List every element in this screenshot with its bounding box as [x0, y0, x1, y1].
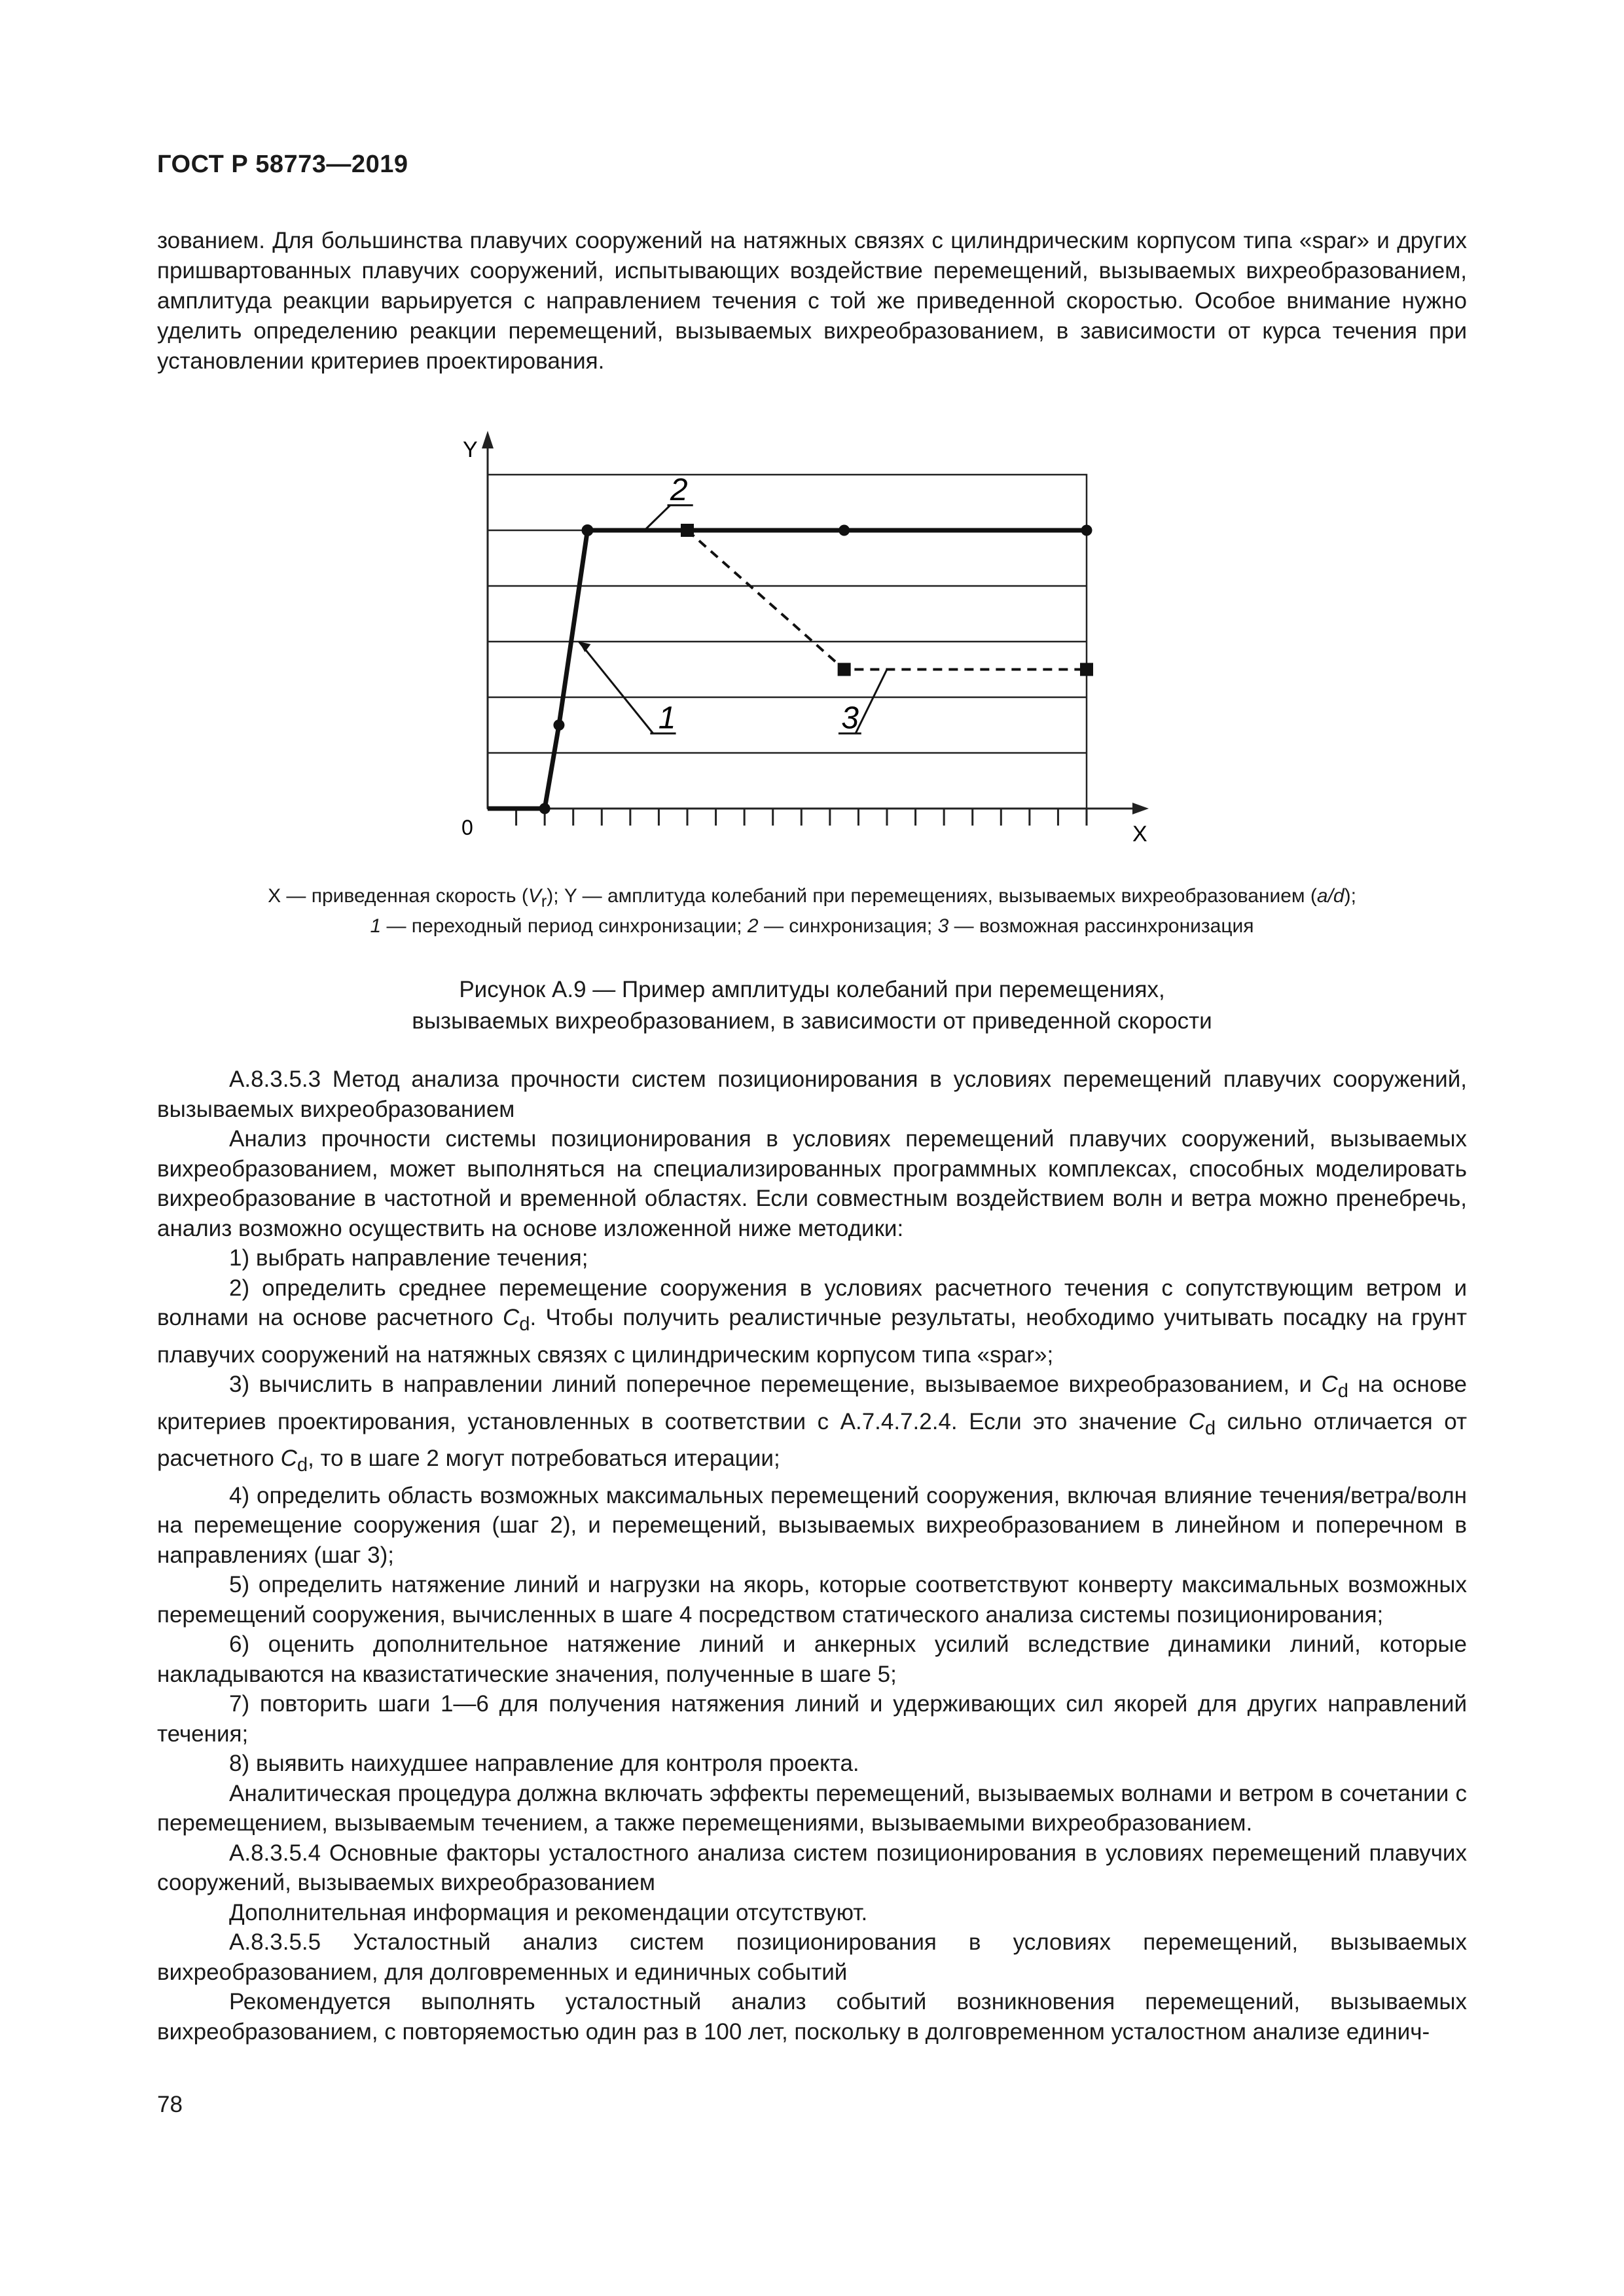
caption-line-2: вызываемых вихреобразованием, в зависимости от приведенной скорости: [412, 1008, 1212, 1034]
step-5: 5) определить натяжение линий и нагрузки на якорь, которые соответствуют конверту максимальных возможных перемещений сооружения, вычисленных в шаге 4 посредством статического анализа системы позиционирования;: [157, 1572, 1467, 1628]
paragraph-procedure: Аналитическая процедура должна включать эффекты перемещений, вызываемых волнами и ветром в сочетании с перемещением, вызываемым течением, а также перемещениями, вызываемыми вихреобразованием.: [157, 1780, 1467, 1836]
series-line-1: [488, 530, 588, 809]
step-7: 7) повторить шаги 1—6 для получения натяжения линий и удерживающих сил якорей для других направлений течения;: [157, 1691, 1467, 1747]
figure-legend: [157, 884, 1467, 939]
section-a83355: А.8.3.5.5 Усталостный анализ систем позиционирования в условиях перемещений, вызываемых вихреобразованием, для долговременных и единичных событий: [157, 1929, 1467, 1985]
page-number: 78: [157, 2092, 183, 2117]
legend-text-1: — переходный период синхронизации;: [381, 915, 748, 937]
section-a83353: А.8.3.5.3 Метод анализа прочности систем позиционирования в условиях перемещений плавучих сооружений, вызываемых вихреобразованием: [157, 1066, 1467, 1122]
step-4: 4) определить область возможных максимальных перемещений сооружения, включая влияние течения/ветра/волн на перемещение сооружения (шаг 2), и перемещений, вызываемых вихреобразованием в линейном и поперечном в направлениях (шаг 3);: [157, 1482, 1467, 1568]
caption-line-1: Рисунок А.9 — Пример амплитуды колебаний при перемещениях,: [459, 977, 1165, 1002]
origin-label: 0: [461, 816, 473, 839]
series-label-2: 2: [670, 472, 688, 507]
legend-end: );: [1344, 885, 1356, 907]
paragraph-recommend: Рекомендуется выполнять усталостный анализ событий возникновения перемещений, вызываемых вихреобразованием, с повторяемостью один раз в 100 лет, поскольку в долговременном усталостном анализе единич-: [157, 1989, 1467, 2045]
chart-grid: [488, 472, 1087, 809]
series-point-1: [539, 803, 550, 814]
step-2: 2) определить среднее перемещение сооружения в условиях расчетного течения с сопутствующим ветром и волнами на основе расчетного $C_d$. Чтобы получить реалистичные результаты, необходимо учитывать посадку на грунт плавучих сооружений на натяжных связях с цилиндрическим корпусом типа «spar»;: [157, 1275, 1467, 1368]
figure-caption: [157, 974, 1467, 1037]
paragraph-no-info: Дополнительная информация и рекомендации отсутствуют.: [229, 1899, 868, 1925]
step-8: 8) выявить наихудшее направление для контроля проекта.: [229, 1751, 859, 1776]
legend-num-3: 3: [937, 915, 949, 937]
legend-y-text: ); Y — амплитуда колебаний при перемещениях, вызываемых вихреобразованием (: [547, 885, 1317, 907]
series-point-1: [553, 720, 564, 731]
x-axis-arrow: [1132, 803, 1149, 814]
chart-axes: [482, 431, 1149, 826]
chart-series: [488, 524, 1093, 814]
legend-line-2: [157, 914, 1467, 939]
legend-line-1: [157, 884, 1467, 914]
chart-svg: [432, 419, 1191, 864]
paragraph-analysis: Анализ прочности системы позиционирования в условиях перемещений плавучих сооружений, вызываемых вихреобразованием, может выполняться на специализированных программных комплексах, способных моделировать вихреобразование в частотной и временной областях. Если совместным воздействием волн и ветра можно пренебречь, анализ возможно осуществить на основе изложенной ниже методики:: [157, 1126, 1467, 1241]
legend-text-3: — возможная рассинхронизация: [948, 915, 1254, 937]
document-header: ГОСТ Р 58773—2019: [157, 151, 408, 178]
y-axis-arrow: [482, 431, 494, 448]
series-point-3: [838, 663, 851, 676]
figure-a9: [432, 419, 1191, 867]
step-1: 1) выбрать направление течения;: [229, 1245, 588, 1271]
legend-text-2: — синхронизация;: [758, 915, 938, 937]
series-point-2: [1081, 525, 1092, 536]
section-a83354: А.8.3.5.4 Основные факторы усталостного анализа систем позиционирования в условиях перемещений плавучих сооружений, вызываемых вихреобразованием: [157, 1840, 1467, 1895]
leader-line-1: [579, 642, 653, 733]
series-point-2: [839, 525, 850, 536]
intro-text: зованием. Для большинства плавучих сооружений на натяжных связях с цилиндрическим корпусом типа «spar» и других пришвартованных плавучих сооружений, испытывающих воздействие перемещений, вызываемых вихреобразованием, амплитуда реакции варьируется с направлением течения с той же приведенной скоростью. Особое внимание нужно уделить определению реакции перемещений, вызываемых вихреобразованием, в зависимости от курса течения при установлении критериев проектирования.: [157, 228, 1467, 374]
step-6: 6) оценить дополнительное натяжение линий и анкерных усилий вследствие динамики линий, которые накладываются на квазистатические значения, полученные в шаге 5;: [157, 1631, 1467, 1687]
legend-ad: a/d: [1316, 885, 1344, 907]
series-point-3: [681, 524, 694, 537]
y-axis-label: Y: [463, 437, 478, 462]
legend-vr-sub: r: [541, 892, 547, 911]
series-line-3: [687, 530, 1087, 670]
intro-paragraph: [157, 226, 1467, 376]
body-text: [157, 1065, 1467, 2047]
legend-x-text: X — приведенная скорость (: [268, 885, 528, 907]
series-point-2: [582, 524, 594, 536]
leader-line-2: [645, 505, 670, 530]
series-point-3: [1080, 663, 1093, 676]
legend-num-1: 1: [370, 915, 382, 937]
legend-num-2: 2: [747, 915, 759, 937]
step-3: 3) вычислить в направлении линий поперечное перемещение, вызываемое вихреобразованием, и $C_d$ на основе критериев проектирования, установленных в соответствии с А.7.4.7.2.4. Если это значение $C_d$ сильно отличается от расчетного $C_d$, то в шаге 2 могут потребоваться итерации;: [157, 1372, 1467, 1476]
legend-vr: V: [528, 885, 541, 907]
x-axis-label: X: [1132, 822, 1147, 847]
series-label-3: 3: [841, 701, 859, 736]
leader-line-3: [856, 670, 887, 734]
leader-arrow-1: [579, 642, 590, 652]
series-label-1: 1: [658, 701, 676, 736]
